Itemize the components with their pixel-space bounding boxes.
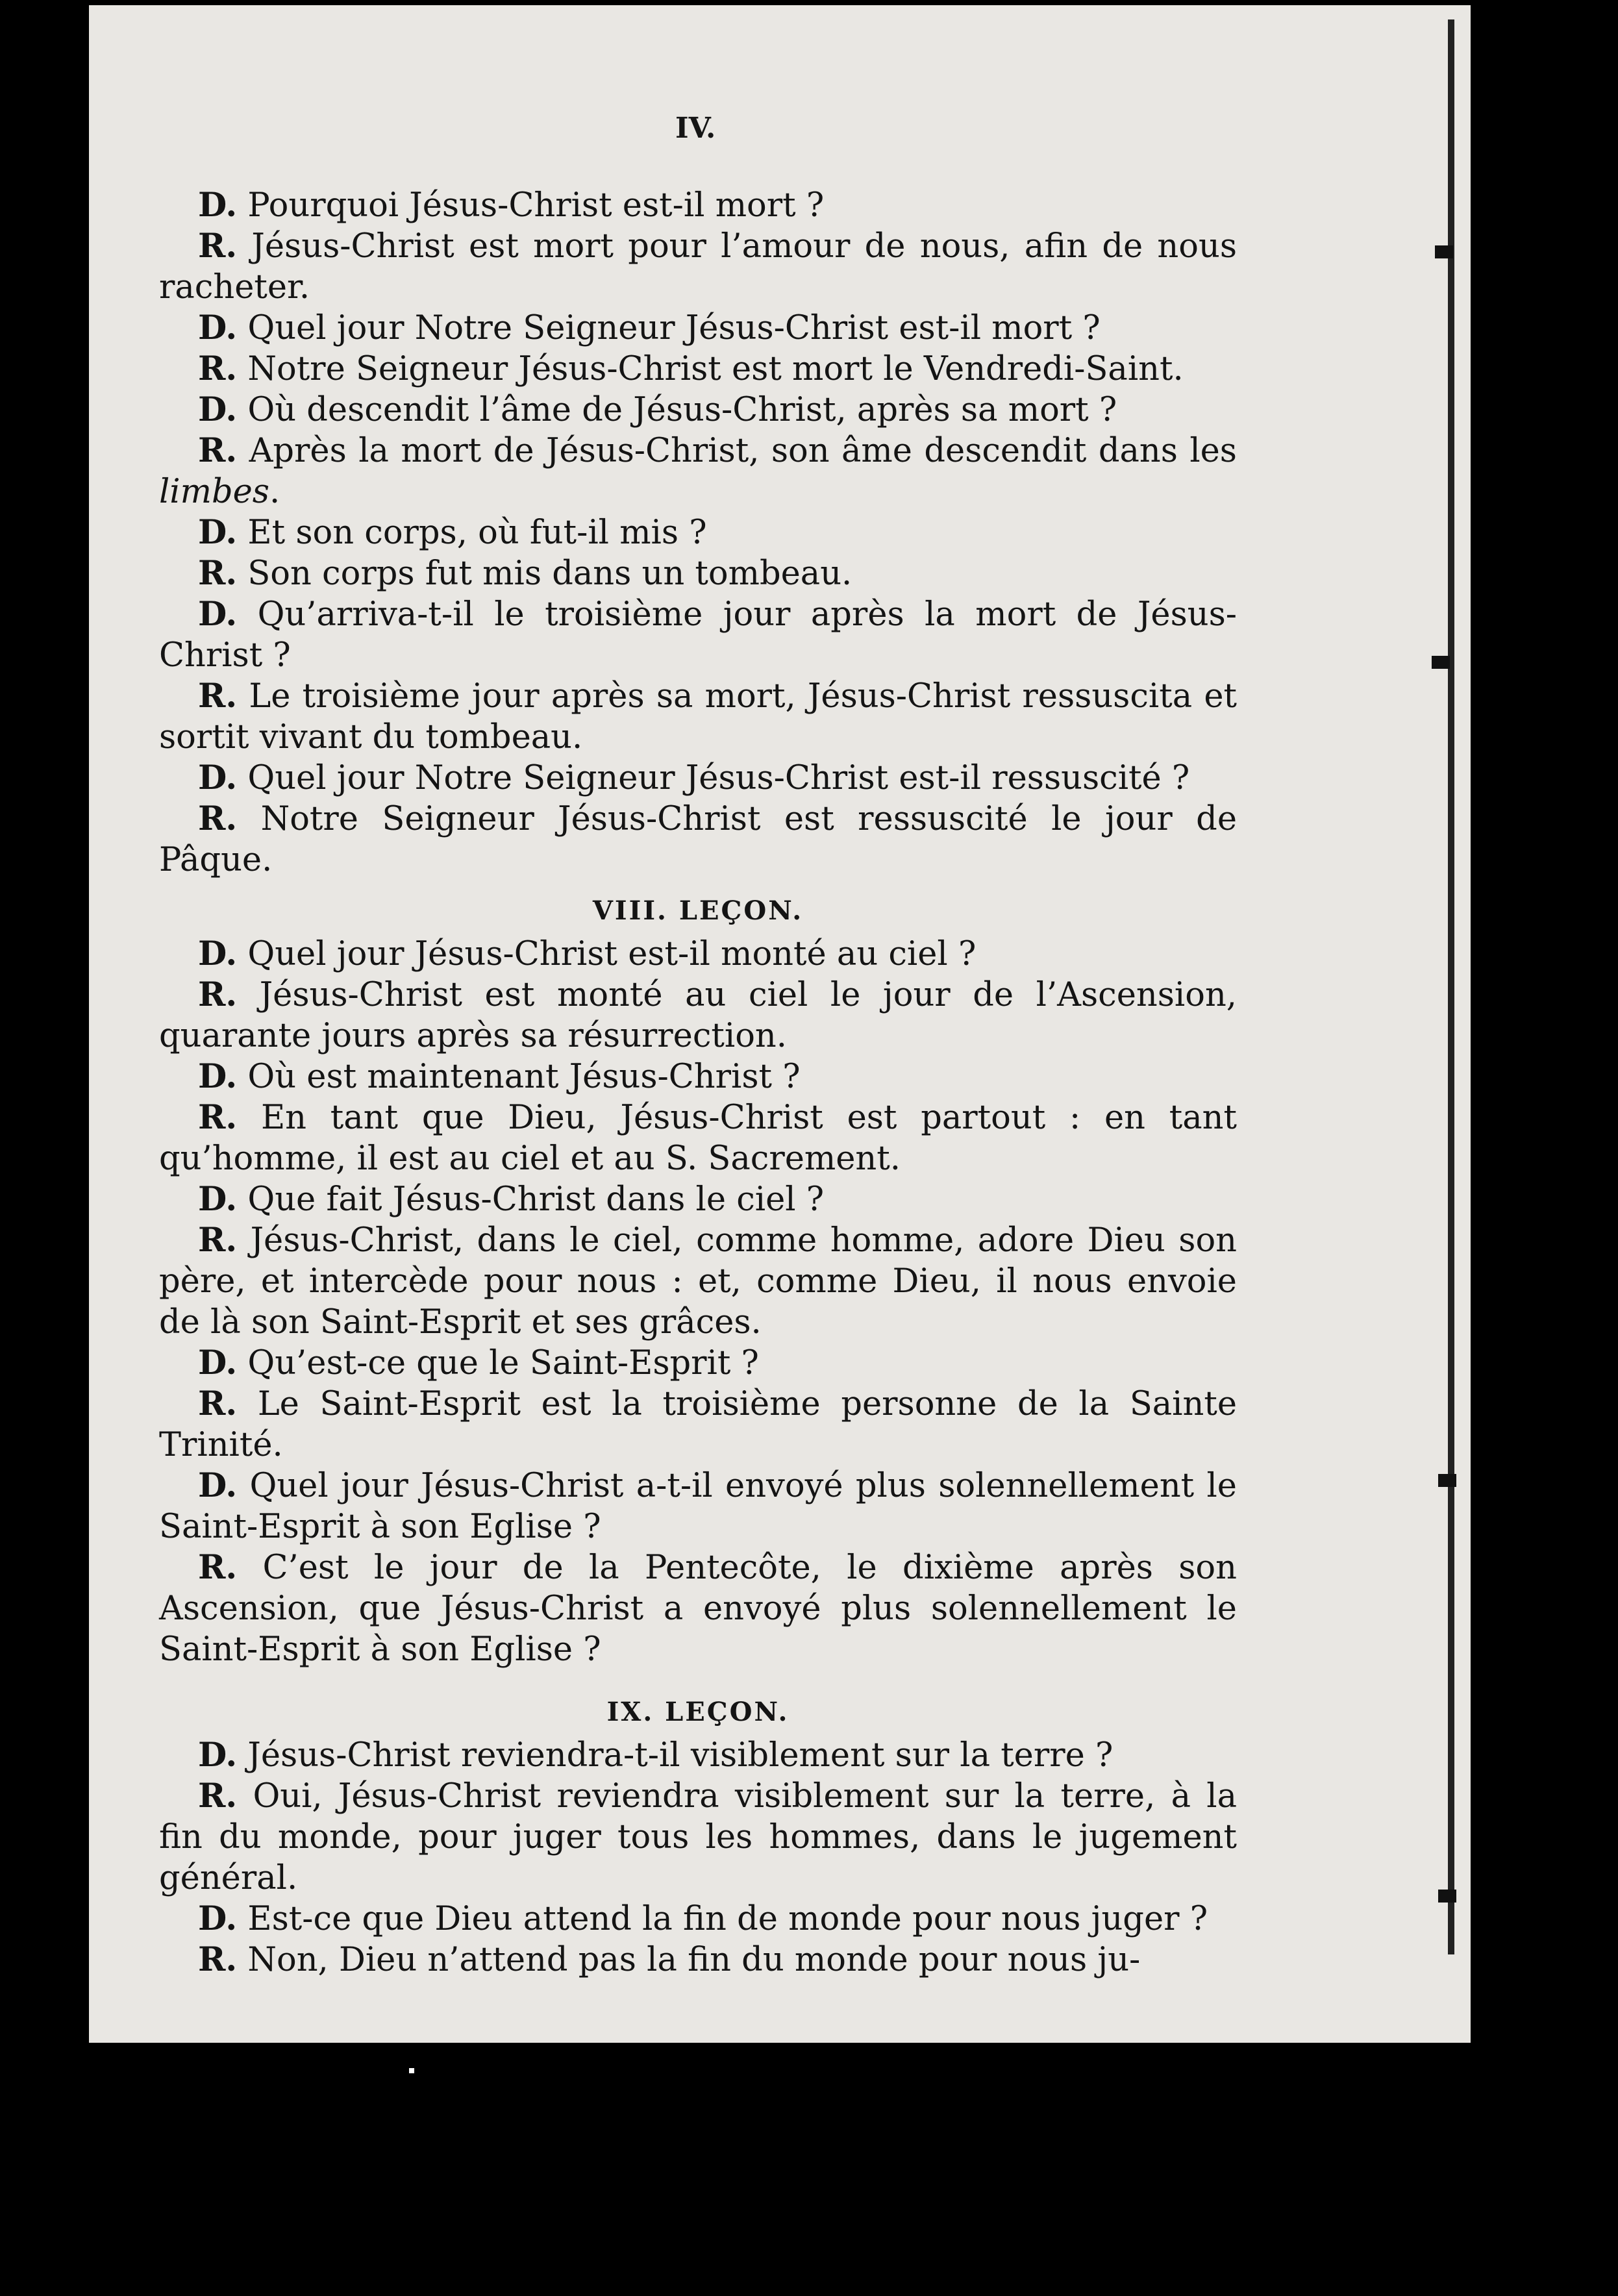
entry-label: R.: [198, 349, 238, 388]
entry-text: Notre Seigneur Jésus-Christ est mort le Vendredi-Saint.: [247, 350, 1184, 388]
entry-label: D.: [198, 390, 238, 429]
entry-text: Jésus-Christ, dans le ciel, comme homme, adore Dieu son père, et intercède pour nous : et, comme Dieu, il nous envoie de là son Saint-Esprit et ses grâces.: [159, 1221, 1237, 1341]
entry-label: D.: [198, 1736, 238, 1775]
question: [159, 1899, 1237, 1940]
question: [159, 1056, 1237, 1097]
question: [159, 934, 1237, 975]
entry-text: Oui, Jésus-Christ reviendra visiblement sur la terre, à la fin du monde, pour juger tous les hommes, dans le jugement général.: [159, 1777, 1237, 1897]
entry-label: R.: [198, 554, 238, 593]
entry-label: R.: [198, 227, 238, 266]
answer: [159, 1220, 1237, 1343]
entry-text: Quel jour Notre Seigneur Jésus-Christ est-il ressuscité ?: [247, 759, 1190, 797]
question: [159, 1466, 1237, 1547]
question: [159, 390, 1237, 430]
entry-label: D.: [198, 308, 238, 347]
entry-label: R.: [198, 1548, 238, 1587]
entry-label: R.: [198, 1940, 238, 1979]
answer: [159, 430, 1237, 512]
question: [159, 185, 1237, 226]
entry-text: Pourquoi Jésus-Christ est-il mort ?: [247, 186, 825, 225]
entry-text: Non, Dieu n’attend pas la fin du monde pour nous ju-: [247, 1941, 1141, 1979]
entry-text: Jésus-Christ est monté au ciel le jour de l’Ascension, quarante jours après sa résurrection.: [159, 976, 1237, 1055]
entry-label: R.: [198, 799, 238, 838]
binding-gutter: [1448, 19, 1454, 1954]
entry-label: R.: [198, 1098, 238, 1137]
entry-text: Qu’est-ce que le Saint-Esprit ?: [247, 1344, 759, 1382]
question: [159, 594, 1237, 676]
answer: [159, 349, 1237, 390]
answer: [159, 553, 1237, 594]
lesson-heading: IX. LEÇON.: [606, 1697, 790, 1727]
question: [159, 758, 1237, 799]
entry-label: R.: [198, 677, 238, 716]
entry-text: C’est le jour de la Pentecôte, le dixième après son Ascension, que Jésus-Christ a envoyé plus solennellement le Saint-Esprit à son Eglise ?: [159, 1549, 1237, 1669]
entry-label: R.: [198, 431, 238, 470]
page-number: IV.: [675, 112, 716, 145]
question: [159, 1735, 1237, 1776]
entry-label: R.: [198, 1384, 238, 1423]
entry-text: Quel jour Jésus-Christ a-t-il envoyé plus solennellement le Saint-Esprit à son Eglise ?: [159, 1467, 1237, 1546]
catechism-text: [159, 185, 1237, 1980]
lesson-heading: VIII. LEÇON.: [592, 895, 804, 926]
entry-text: Est-ce que Dieu attend la fin de monde pour nous juger ?: [247, 1900, 1208, 1938]
entry-label: D.: [198, 186, 238, 225]
entry-label: D.: [198, 1057, 238, 1096]
binding-mark: [1438, 1474, 1456, 1487]
question: [159, 512, 1237, 553]
answer: [159, 975, 1237, 1056]
entry-label: D.: [198, 934, 238, 973]
entry-label: R.: [198, 1221, 238, 1260]
binding-mark: [1432, 656, 1450, 669]
entry-label: D.: [198, 1180, 238, 1219]
answer: [159, 226, 1237, 308]
entry-label: D.: [198, 1899, 238, 1938]
answer: [159, 1776, 1237, 1899]
answer: [159, 1940, 1237, 1980]
entry-text: Jésus-Christ est mort pour l’amour de nous, afin de nous racheter.: [159, 227, 1237, 306]
entry-label: R.: [198, 1777, 238, 1816]
entry-label: D.: [198, 513, 238, 552]
question: [159, 1179, 1237, 1220]
binding-mark: [1438, 1890, 1456, 1903]
entry-text: Le Saint-Esprit est la troisième personne de la Sainte Trinité.: [159, 1385, 1237, 1464]
entry-text: Où est maintenant Jésus-Christ ?: [247, 1058, 801, 1096]
entry-text: Jésus-Christ reviendra-t-il visiblement sur la terre ?: [247, 1736, 1114, 1775]
entry-text: Son corps fut mis dans un tombeau.: [247, 555, 853, 593]
entry-text: Quel jour Notre Seigneur Jésus-Christ est-il mort ?: [247, 309, 1101, 347]
answer: [159, 1097, 1237, 1179]
binding-mark: [1435, 245, 1453, 258]
answer: [159, 676, 1237, 758]
entry-text: En tant que Dieu, Jésus-Christ est partout : en tant qu’homme, il est au ciel et au S. Sacrement.: [159, 1099, 1237, 1178]
entry-label: D.: [198, 1343, 238, 1382]
entry-text: Qu’arriva-t-il le troisième jour après la mort de Jésus-Christ ?: [159, 595, 1237, 675]
entry-label: D.: [198, 595, 238, 634]
answer: [159, 799, 1237, 880]
answer: [159, 1384, 1237, 1466]
answer: [159, 1547, 1237, 1670]
entry-text: Où descendit l’âme de Jésus-Christ, après sa mort ?: [247, 391, 1117, 429]
entry-label: R.: [198, 975, 238, 1014]
entry-label: D.: [198, 1466, 238, 1505]
question: [159, 308, 1237, 349]
speck: [409, 2068, 414, 2073]
entry-text: Le troisième jour après sa mort, Jésus-Christ ressuscita et sortit vivant du tombeau.: [159, 677, 1237, 756]
entry-text: Et son corps, où fut-il mis ?: [247, 514, 707, 552]
entry-text: Notre Seigneur Jésus-Christ est ressuscité le jour de Pâque.: [159, 800, 1237, 879]
question: [159, 1343, 1237, 1384]
entry-text: Après la mort de Jésus-Christ, son âme descendit dans les limbes.: [159, 432, 1237, 511]
entry-text: Que fait Jésus-Christ dans le ciel ?: [247, 1180, 825, 1219]
entry-label: D.: [198, 758, 238, 797]
entry-text: Quel jour Jésus-Christ est-il monté au ciel ?: [247, 935, 977, 973]
